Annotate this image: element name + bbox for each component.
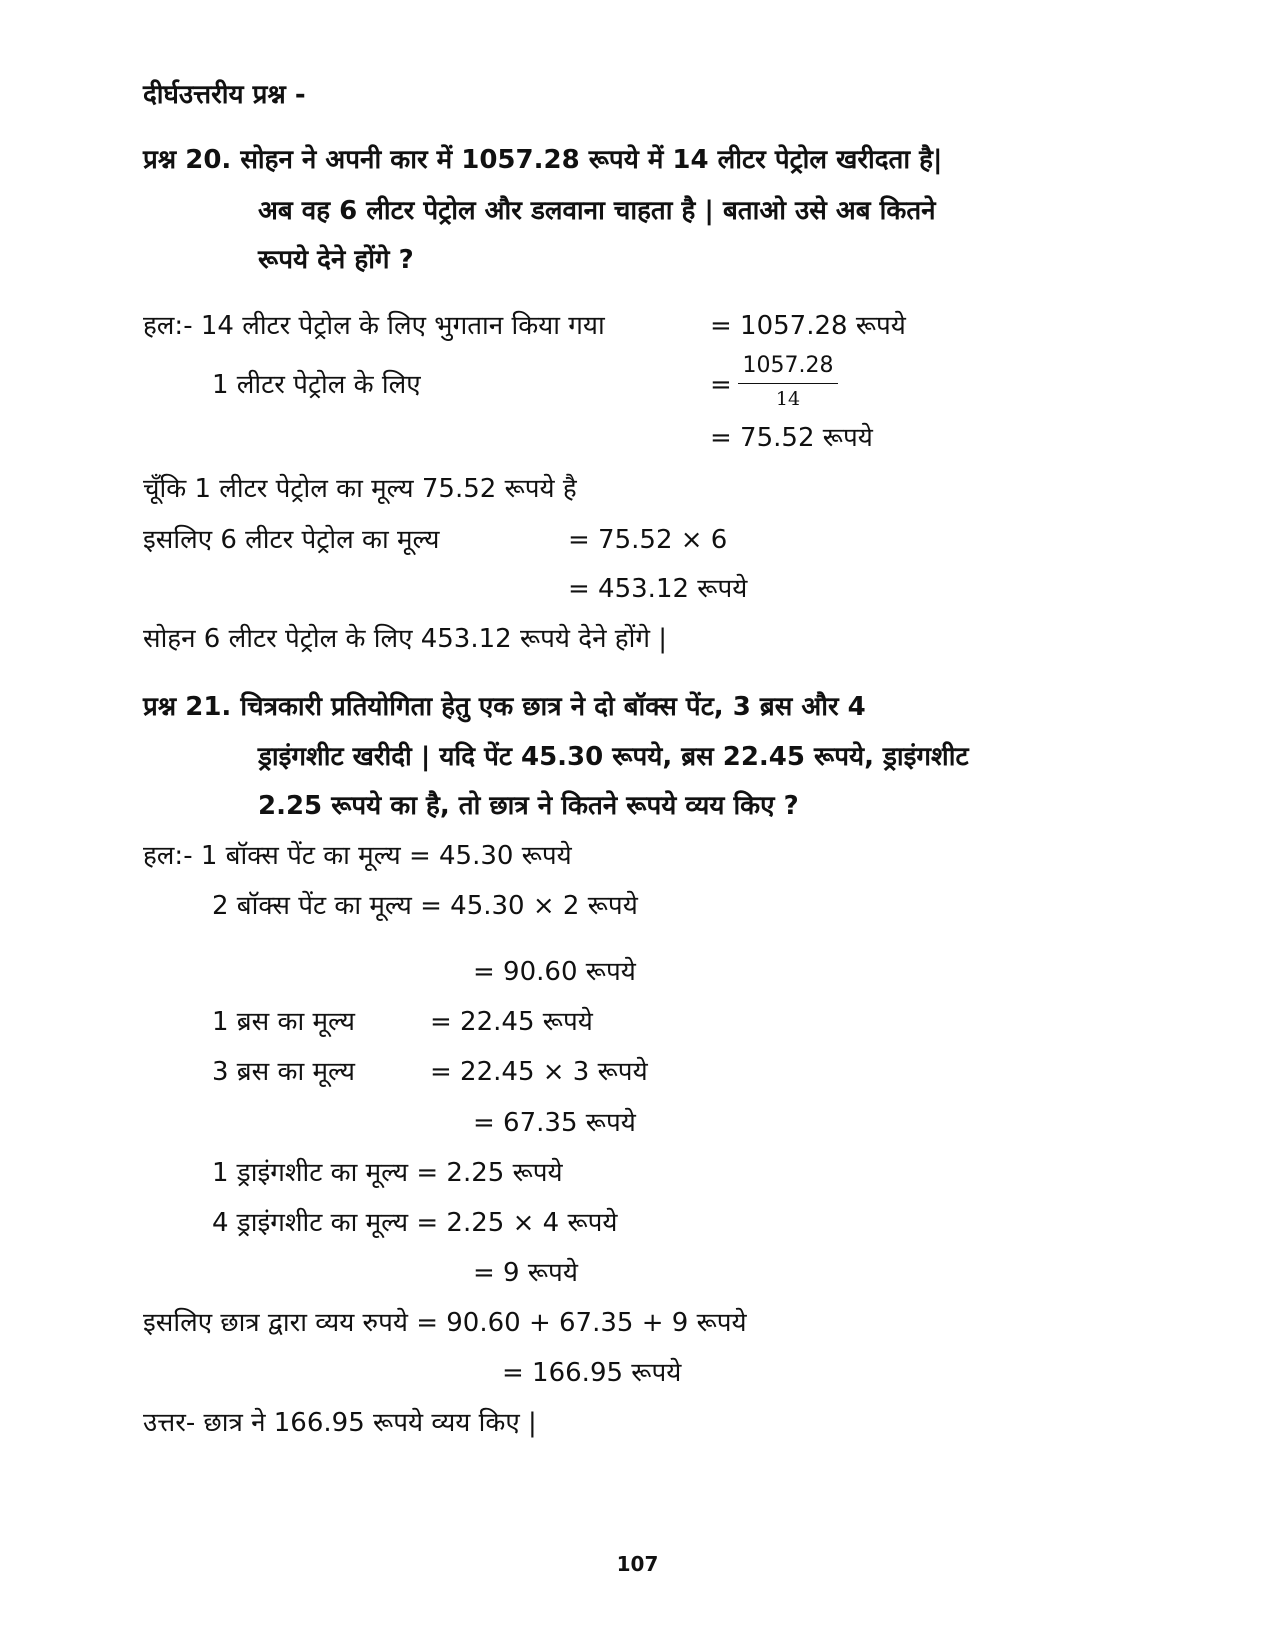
solution-21-line-1: हल:- 1 बॉक्स पेंट का मूल्य = 45.30 रूपये <box>143 841 572 871</box>
section-heading: दीर्घउत्तरीय प्रश्न - <box>143 80 306 110</box>
solution-21-line-4-label: 1 ब्रस का मूल्य <box>212 1007 355 1037</box>
solution-20-line-3-value: = 75.52 रूपये <box>710 423 873 453</box>
fraction-numerator: 1057.28 <box>742 353 834 378</box>
solution-20-line-5-value: = 75.52 × 6 <box>568 525 728 555</box>
solution-21-answer: उत्तर- छात्र ने 166.95 रूपये व्यय किए | <box>143 1408 537 1438</box>
solution-21-line-5-value: = 22.45 × 3 रूपये <box>430 1057 648 1087</box>
solution-21-line-4-value: = 22.45 रूपये <box>430 1007 593 1037</box>
solution-21-line-6: = 67.35 रूपये <box>473 1108 636 1138</box>
solution-21-line-8: 4 ड्राइंगशीट का मूल्य = 2.25 × 4 रूपये <box>212 1208 618 1238</box>
solution-21-line-2: 2 बॉक्स पेंट का मूल्य = 45.30 × 2 रूपये <box>212 891 638 921</box>
question-20-line-2: अब वह 6 लीटर पेट्रोल और डलवाना चाहता है | बताओ उसे अब कितने <box>258 196 936 226</box>
solution-21-line-5-label: 3 ब्रस का मूल्य <box>212 1057 355 1087</box>
page-number: 107 <box>616 1552 659 1576</box>
question-21-line-1: प्रश्न 21. चित्रकारी प्रतियोगिता हेतु एक छात्र ने दो बॉक्स पेंट, 3 ब्रस और 4 <box>143 692 866 722</box>
question-20-line-3: रूपये देने होंगे ? <box>258 245 414 275</box>
question-20-line-1: प्रश्न 20. सोहन ने अपनी कार में 1057.28 रूपये में 14 लीटर पेट्रोल खरीदता है| <box>143 145 943 175</box>
question-21-line-2: ड्राइंगशीट खरीदी | यदि पेंट 45.30 रूपये, ब्रस 22.45 रूपये, ड्राइंगशीट <box>258 742 969 772</box>
solution-21-line-9: = 9 रूपये <box>473 1258 578 1288</box>
solution-21-line-7: 1 ड्राइंगशीट का मूल्य = 2.25 रूपये <box>212 1158 563 1188</box>
solution-21-line-10: इसलिए छात्र द्वारा व्यय रुपये = 90.60 + 67.35 + 9 रूपये <box>143 1308 747 1338</box>
solution-20-line-2-label: 1 लीटर पेट्रोल के लिए <box>212 370 421 400</box>
solution-21-line-3: = 90.60 रूपये <box>473 957 636 987</box>
solution-20-line-6-value: = 453.12 रूपये <box>568 574 748 604</box>
solution-21-line-11: = 166.95 रूपये <box>502 1358 682 1388</box>
fraction-bar <box>738 383 838 384</box>
question-21-line-3: 2.25 रूपये का है, तो छात्र ने कितने रूपये व्यय किए ? <box>258 791 799 821</box>
solution-20-line-1-label: हल:- 14 लीटर पेट्रोल के लिए भुगतान किया गया <box>143 311 605 341</box>
solution-20-conclusion: सोहन 6 लीटर पेट्रोल के लिए 453.12 रूपये देने होंगे | <box>143 624 667 654</box>
solution-20-line-5-label: इसलिए 6 लीटर पेट्रोल का मूल्य <box>143 525 440 555</box>
fraction <box>738 353 838 410</box>
fraction-denominator: 14 <box>775 388 801 410</box>
solution-20-line-4: चूँकि 1 लीटर पेट्रोल का मूल्य 75.52 रूपये है <box>143 474 577 504</box>
solution-20-line-1-value: = 1057.28 रूपये <box>710 311 906 341</box>
solution-20-line-2-equals: = <box>710 370 732 400</box>
